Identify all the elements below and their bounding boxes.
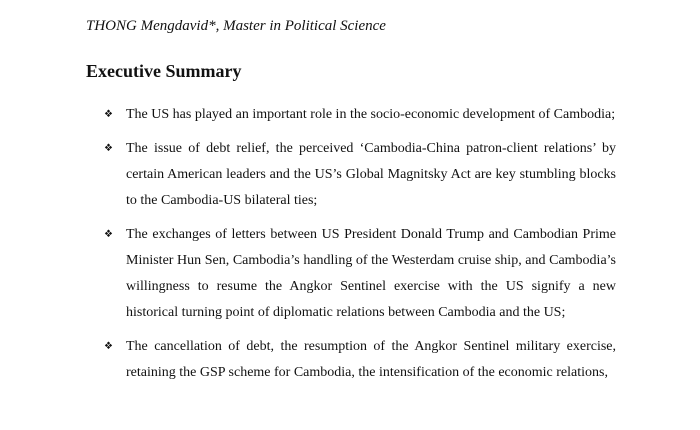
summary-bullet — [104, 334, 616, 386]
summary-bullet-text: The US has played an important role in the socio-economic development of Cambodia; — [126, 107, 616, 122]
executive-summary-list — [104, 102, 616, 394]
diamond-bullet-icon: ❖ — [104, 143, 113, 154]
summary-bullet-text: The exchanges of letters between US President Donald Trump and Cambodian Prime Minister Hun Sen, Cambodia’s handling of the Westerdam cruise ship, and Cambodia’s willingness to resume the Angkor Sentinel exercise with the US signify a new historical turning point of diplomatic relations between Cambodia and the US; — [126, 227, 616, 320]
section-heading: Executive Summary — [86, 61, 242, 81]
author-line: THONG Mengdavid*, Master in Political Science — [86, 18, 386, 34]
summary-bullet-text: The issue of debt relief, the perceived ‘Cambodia-China patron-client relations’ by certain American leaders and the US’s Global Magnitsky Act are key stumbling blocks to the Cambodia-US bilateral ties; — [126, 141, 616, 208]
summary-bullet — [104, 136, 616, 214]
summary-bullet — [104, 222, 616, 326]
diamond-bullet-icon: ❖ — [104, 229, 113, 240]
summary-bullet — [104, 102, 616, 128]
diamond-bullet-icon: ❖ — [104, 109, 113, 120]
summary-bullet-text: The cancellation of debt, the resumption of the Angkor Sentinel military exercise, retaining the GSP scheme for Cambodia, the intensification of the economic relations, — [126, 339, 616, 380]
diamond-bullet-icon: ❖ — [104, 341, 113, 352]
